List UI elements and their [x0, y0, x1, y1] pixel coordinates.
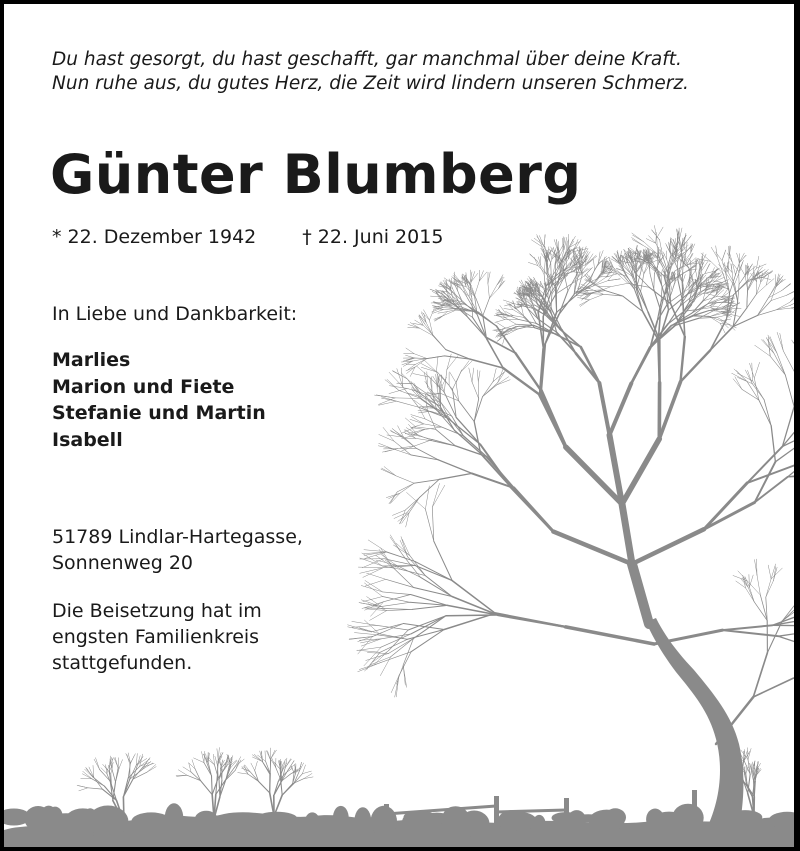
deceased-name: Günter Blumberg [50, 143, 582, 206]
address-line: Sonnenweg 20 [52, 552, 194, 574]
memorial-verse [52, 48, 689, 96]
memorial-verse-line: Nun ruhe aus, du gutes Herz, die Zeit wird lindern unseren Schmerz. [52, 73, 689, 94]
mourner-name: Marlies [52, 349, 131, 371]
life-dates [52, 224, 443, 250]
mourners-list [52, 347, 266, 454]
mourner-name: Marion und Fiete [52, 375, 235, 398]
birth-date: * 22. Dezember 1942 [52, 226, 257, 248]
mourner-name: Stefanie und Martin [52, 402, 266, 425]
obituary-card [4, 4, 794, 847]
burial-note-line: stattgefunden. [52, 652, 193, 674]
address-block [52, 524, 303, 576]
burial-note-line: engsten Familienkreis [52, 626, 260, 648]
death-date: † 22. Juni 2015 [302, 226, 444, 248]
mourners-intro: In Liebe und Dankbarkeit: [52, 303, 298, 325]
mourner-name: Isabell [52, 429, 123, 452]
address-line: 51789 Lindlar-Hartegasse, [52, 526, 303, 548]
memorial-verse-line: Du hast gesorgt, du hast geschafft, gar manchmal über deine Kraft. [52, 49, 682, 70]
burial-note [52, 598, 262, 676]
burial-note-line: Die Beisetzung hat im [52, 600, 262, 622]
